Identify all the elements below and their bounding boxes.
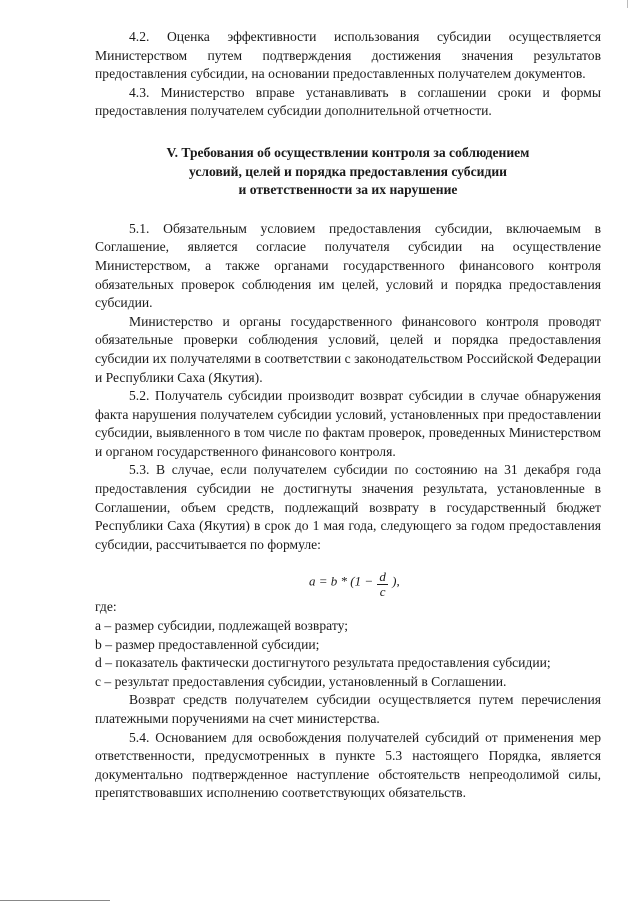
formula-left: a = b * (1 − [309,573,374,589]
page-edge-mark [627,0,628,8]
paragraph-5-1-checks: Министерство и органы государственного финансового контроля проводят обязательные проверки соблюдения условий, целей и порядка предоставления субсидии их получателями в соответствии с законодательством Российской Федерации и Республики Саха (Якутия). [95,313,601,385]
definition-b: b – размер предоставленной субсидии; [95,636,320,652]
formula-denominator: c [379,584,386,600]
return-formula [95,554,601,598]
formula-numerator: d [379,569,386,585]
definition-a: а – размер субсидии, подлежащей возврату; [95,618,348,634]
paragraph-4-2: 4.2. Оценка эффективности использования субсидии осуществляется Министерством путем подтверждения достижения значения результатов предоставления субсидии, на основании предоставленных получателем документов. [95,29,601,82]
where-label: где: [95,599,117,615]
section-heading-line-1: V. Требования об осуществлении контроля за соблюдением [166,144,530,160]
section-heading [95,144,601,200]
paragraph-5-1: 5.1. Обязательным условием предоставления субсидии, включаемым в Соглашение, является согласие получателя субсидии на осуществление Министерством, а также органами государственного финансового контроля обязательных проверок соблюдения им целей, условий и порядка предоставления субсидии. [95,220,601,311]
formula-right: ), [392,573,400,589]
definition-c: с – результат предоставления субсидии, установленный в Соглашении. [95,673,507,689]
section-heading-line-3: и ответственности за их нарушение [238,182,458,198]
paragraph-5-3: 5.3. В случае, если получателем субсидии по состоянию на 31 декабря года предоставления субсидии не достигнуты значения результата, установленные в Соглашении, объем средств, подлежащий возврату в государственный бюджет Республики Саха (Якутия) в срок до 1 мая года, следующего за годом предоставления субсидии, рассчитывается по формуле: [95,462,601,552]
section-heading-line-2: условий, целей и порядка предоставления субсидии [188,163,508,179]
paragraph-5-2: 5.2. Получатель субсидии производит возврат субсидии в случае обнаружения факта нарушения получателем субсидии условий, установленных при предоставлении субсидии, выявленного в том числе по фактам проверок, проведенных Министерством и органом государственного финансового контроля. [95,388,601,459]
paragraph-4-3: 4.3. Министерство вправе устанавливать в соглашении сроки и формы предоставления получателем субсидии дополнительной отчетности. [95,84,601,119]
formula-fraction [377,570,388,599]
paragraph-5-4: 5.4. Основанием для освобождения получателей субсидий от применения мер ответственности, предусмотренных в пункте 5.3 настоящего Порядка, является документально подтвержденное наступление обстоятельств непреодолимой силы, препятствовавших исполнению соответствующих обязательств. [95,729,601,801]
scan-bottom-line [0,900,110,901]
definition-d: d – показатель фактически достигнутого результата предоставления субсидии; [95,655,551,671]
document-page [95,28,601,803]
paragraph-return: Возврат средств получателем субсидии осуществляется путем перечисления платежными поручениями на счет министерства. [95,692,601,726]
